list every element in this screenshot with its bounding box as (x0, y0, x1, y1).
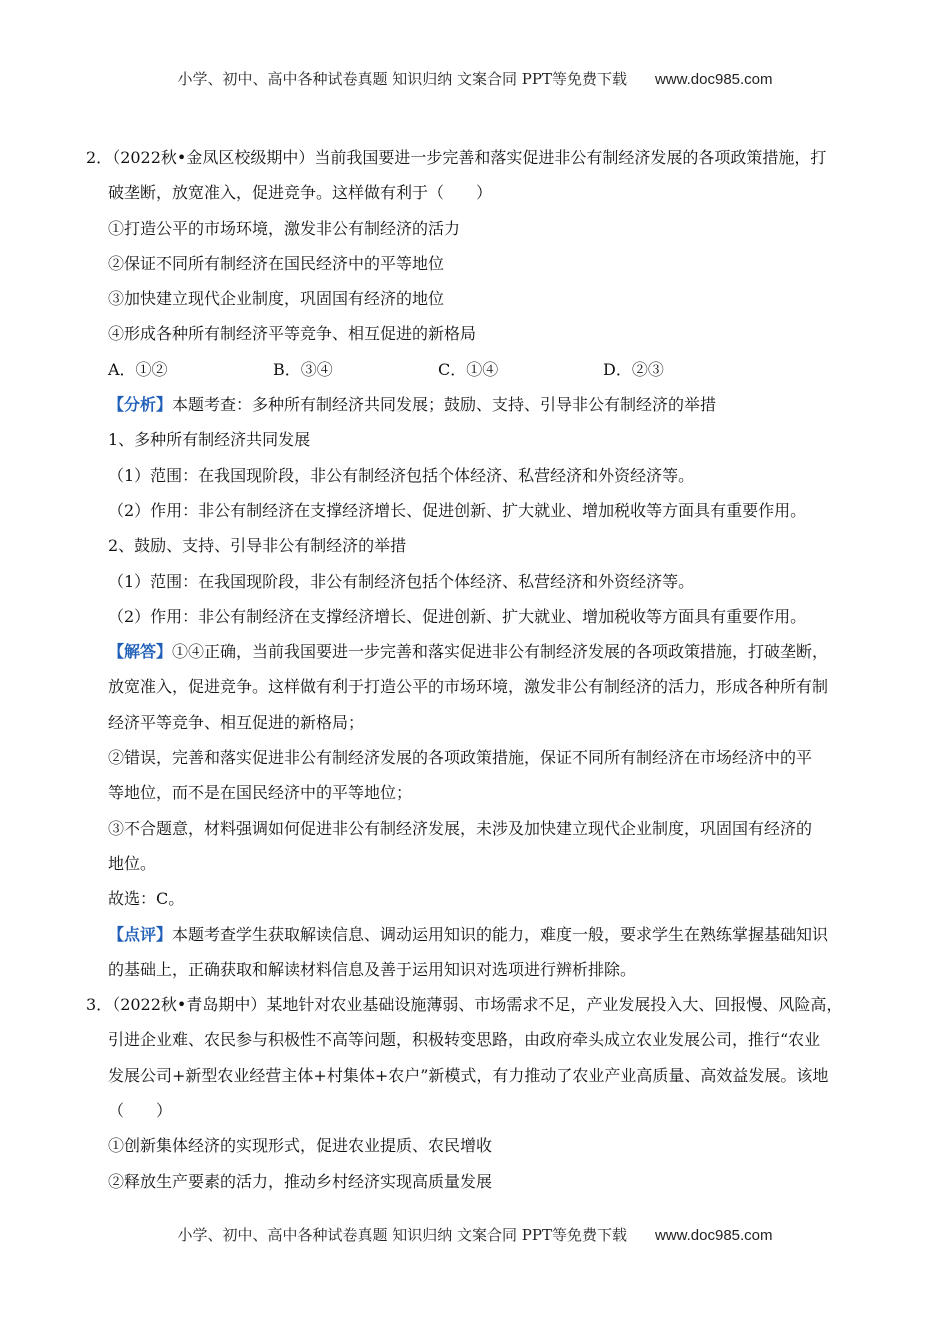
q2-answer-line: 等地位，而不是在国民经济中的平等地位； (108, 783, 413, 803)
header-text: 小学、初中、高中各种试卷真题 知识归纳 文案合同 PPT等免费下载 (177, 70, 627, 88)
q3-stem-line: （ ） (108, 1101, 173, 1121)
q2-stem-line-1: 2．（2022秋•金凤区校级期中）当前我国要进一步完善和落实促进非公有制经济发展的各项政策措施，打 (86, 148, 827, 167)
q3-stem-line: 引进企业难、农民参与积极性不高等问题，积极转变思路，由政府牵头成立农业发展公司，推行“农业 (108, 1030, 821, 1050)
analysis-tag: 【分析】 (108, 395, 173, 415)
q3-item-1: ①创新集体经济的实现形式，促进农业提质、农民增收 (108, 1136, 493, 1156)
q2-analysis-line: （1）范围：在我国现阶段，非公有制经济包括个体经济、私营经济和外资经济等。 (108, 465, 695, 485)
q2-answer-line: 放宽准入，促进竞争。这样做有利于打造公平的市场环境，激发非公有制经济的活力，形成各种所有制 (108, 677, 829, 697)
q2-answer-line: 地位。 (108, 853, 157, 873)
q2-answer-line: ②错误，完善和落实促进非公有制经济发展的各项政策措施，保证不同所有制经济在市场经济中的平 (108, 748, 813, 768)
page-footer (0, 1224, 950, 1245)
footer-text: 小学、初中、高中各种试卷真题 知识归纳 文案合同 PPT等免费下载 (177, 1226, 627, 1244)
q2-stem-line-2: 破垄断，放宽准入，促进竞争。这样做有利于（ ） (108, 183, 493, 203)
q2-options (108, 352, 864, 387)
q2-analysis-line: （2）作用：非公有制经济在支撑经济增长、促进创新、扩大就业、增加税收等方面具有重要作用。 (108, 500, 807, 520)
q2-comment-line: 的基础上，正确获取和解读材料信息及善于运用知识对选项进行辨析排除。 (108, 959, 637, 979)
q2-option-c: C．①④ (438, 359, 499, 379)
q2-number: 2． (86, 148, 113, 167)
comment-tag: 【点评】 (108, 924, 173, 944)
q2-answer-line: ③不合题意，材料强调如何促进非公有制经济发展，未涉及加快建立现代企业制度，巩固国有经济的 (108, 818, 813, 838)
q3-item-2: ②释放生产要素的活力，推动乡村经济实现高质量发展 (108, 1171, 493, 1191)
q2-option-d: D．②③ (603, 359, 664, 379)
q3-stem-line: 发展公司+新型农业经营主体+村集体+农户”新模式，有力推动了农业产业高质量、高效益发展。该地 (108, 1065, 829, 1085)
document-body (86, 140, 864, 1199)
q3-number: 3． (86, 995, 113, 1015)
q2-analysis-line: （1）范围：在我国现阶段，非公有制经济包括个体经济、私营经济和外资经济等。 (108, 571, 695, 591)
q2-item-2: ②保证不同所有制经济在国民经济中的平等地位 (108, 253, 445, 273)
q2-analysis-line: （2）作用：非公有制经济在支撑经济增长、促进创新、扩大就业、增加税收等方面具有重要作用。 (108, 606, 807, 626)
q2-analysis-line: 1、多种所有制经济共同发展 (108, 430, 311, 450)
q2-analysis-line: 2、鼓励、支持、引导非公有制经济的举措 (108, 536, 407, 556)
q2-analysis-heading: 【分析】本题考查：多种所有制经济共同发展；鼓励、支持、引导非公有制经济的举措 (108, 395, 717, 415)
q2-option-a: A．①② (108, 359, 168, 379)
q2-item-3: ③加快建立现代企业制度，巩固国有经济的地位 (108, 289, 445, 309)
footer-site-link[interactable]: www.doc985.com (654, 1227, 773, 1244)
q2-answer-heading: 【解答】①④正确，当前我国要进一步完善和落实促进非公有制经济发展的各项政策措施，打破垄断， (108, 642, 829, 662)
q2-item-1: ①打造公平的市场环境，激发非公有制经济的活力 (108, 218, 461, 238)
q2-comment-heading: 【点评】本题考查学生获取解读信息、调动运用知识的能力，难度一般，要求学生在熟练掌握基础知识 (108, 924, 829, 944)
header-site-link[interactable]: www.doc985.com (654, 71, 773, 88)
q2-item-4: ④形成各种所有制经济平等竞争、相互促进的新格局 (108, 324, 477, 344)
q2-answer-line: 经济平等竞争、相互促进的新格局； (108, 712, 365, 732)
q2-option-b: B．③④ (273, 359, 333, 379)
q2-answer-choice: 故选：C。 (108, 889, 185, 909)
q3-stem-line-1: 3．（2022秋•青岛期中）某地针对农业基础设施薄弱、市场需求不足，产业发展投入大、回报慢、风险高， (86, 995, 843, 1015)
answer-tag: 【解答】 (108, 642, 173, 662)
page-header (0, 68, 950, 89)
